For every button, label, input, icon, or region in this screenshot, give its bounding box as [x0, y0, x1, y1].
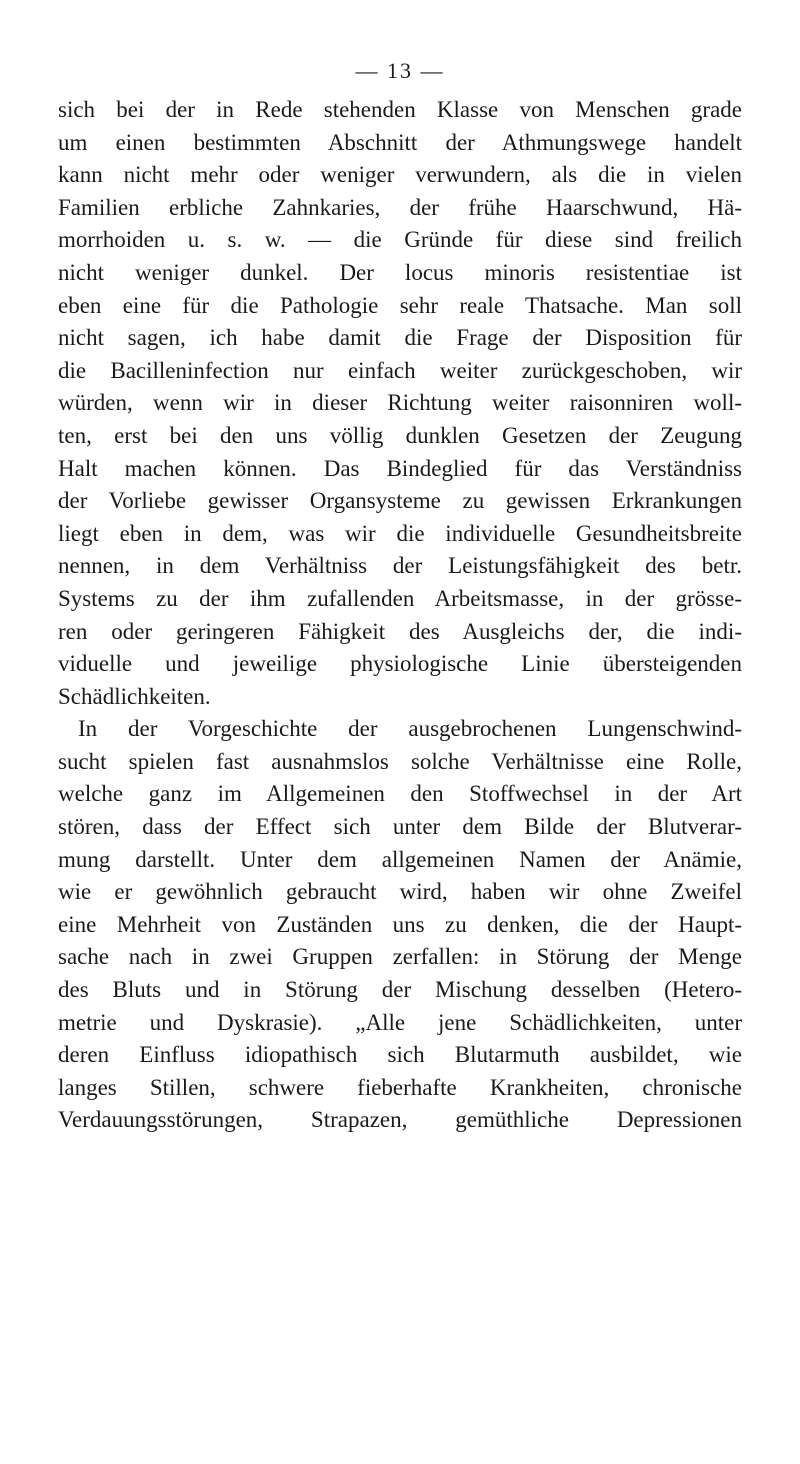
text-line: metrie und Dyskrasie). „Alle jene Schädlichkeiten, unter — [58, 1009, 742, 1035]
text-line: würden, wenn wir in dieser Richtung weiter raisonniren woll- — [58, 390, 742, 416]
text-line: nicht sagen, ich habe damit die Frage der Disposition für — [58, 325, 742, 351]
text-line: mung darstellt. Unter dem allgemeinen Namen der Anämie, — [58, 846, 742, 872]
text-line: deren Einfluss idiopathisch sich Blutarmuth ausbildet, wie — [58, 1042, 742, 1068]
text-line: wie er gewöhnlich gebraucht wird, haben wir ohne Zweifel — [58, 879, 742, 905]
text-line: kann nicht mehr oder weniger verwundern, als die in vielen — [58, 162, 742, 188]
body-text — [58, 94, 742, 1137]
text-line: In der Vorgeschichte der ausgebrochenen Lungenschwind- — [78, 716, 742, 742]
text-line: Halt machen können. Das Bindeglied für das Verständniss — [58, 455, 742, 481]
text-line: morrhoiden u. s. w. — die Gründe für diese sind freilich — [58, 227, 742, 253]
text-line: nicht weniger dunkel. Der locus minoris resistentiae ist — [58, 259, 742, 285]
text-line: sucht spielen fast ausnahmslos solche Verhältnisse eine Rolle, — [58, 748, 742, 774]
text-line: stören, dass der Effect sich unter dem Bilde der Blutverar- — [58, 814, 742, 840]
text-line: sache nach in zwei Gruppen zerfallen: in Störung der Menge — [58, 944, 742, 970]
text-line: Schädlichkeiten. — [58, 683, 211, 709]
text-line: die Bacilleninfection nur einfach weiter zurückgeschoben, wir — [58, 357, 742, 383]
text-line: welche ganz im Allgemeinen den Stoffwechsel in der Art — [58, 781, 742, 807]
text-line: nennen, in dem Verhältniss der Leistungsfähigkeit des betr. — [58, 553, 742, 579]
text-line: langes Stillen, schwere fieberhafte Krankheiten, chronische — [58, 1074, 742, 1100]
text-line: viduelle und jeweilige physiologische Linie übersteigenden — [58, 651, 742, 677]
text-line: eben eine für die Pathologie sehr reale Thatsache. Man soll — [58, 292, 742, 318]
text-line: ten, erst bei den uns völlig dunklen Gesetzen der Zeugung — [58, 422, 742, 448]
text-line: liegt eben in dem, was wir die individuelle Gesundheitsbreite — [58, 520, 742, 546]
text-line: der Vorliebe gewisser Organsysteme zu gewissen Erkrankungen — [58, 488, 742, 514]
text-line: des Bluts und in Störung der Mischung desselben (Hetero- — [58, 977, 742, 1003]
text-line: ren oder geringeren Fähigkeit des Ausgleichs der, die indi- — [58, 618, 742, 644]
text-line: Verdauungsstörungen, Strapazen, gemüthliche Depressionen — [58, 1107, 742, 1133]
page-number: — 13 — — [355, 58, 445, 83]
text-line: um einen bestimmten Abschnitt der Athmungswege handelt — [58, 129, 742, 155]
text-line: Familien erbliche Zahnkaries, der frühe Haarschwund, Hä- — [58, 194, 742, 220]
text-line: sich bei der in Rede stehenden Klasse von Menschen grade — [58, 97, 742, 122]
text-line: Systems zu der ihm zufallenden Arbeitsmasse, in der grösse- — [58, 585, 742, 611]
text-line: eine Mehrheit von Zuständen uns zu denken, die der Haupt- — [58, 911, 742, 937]
